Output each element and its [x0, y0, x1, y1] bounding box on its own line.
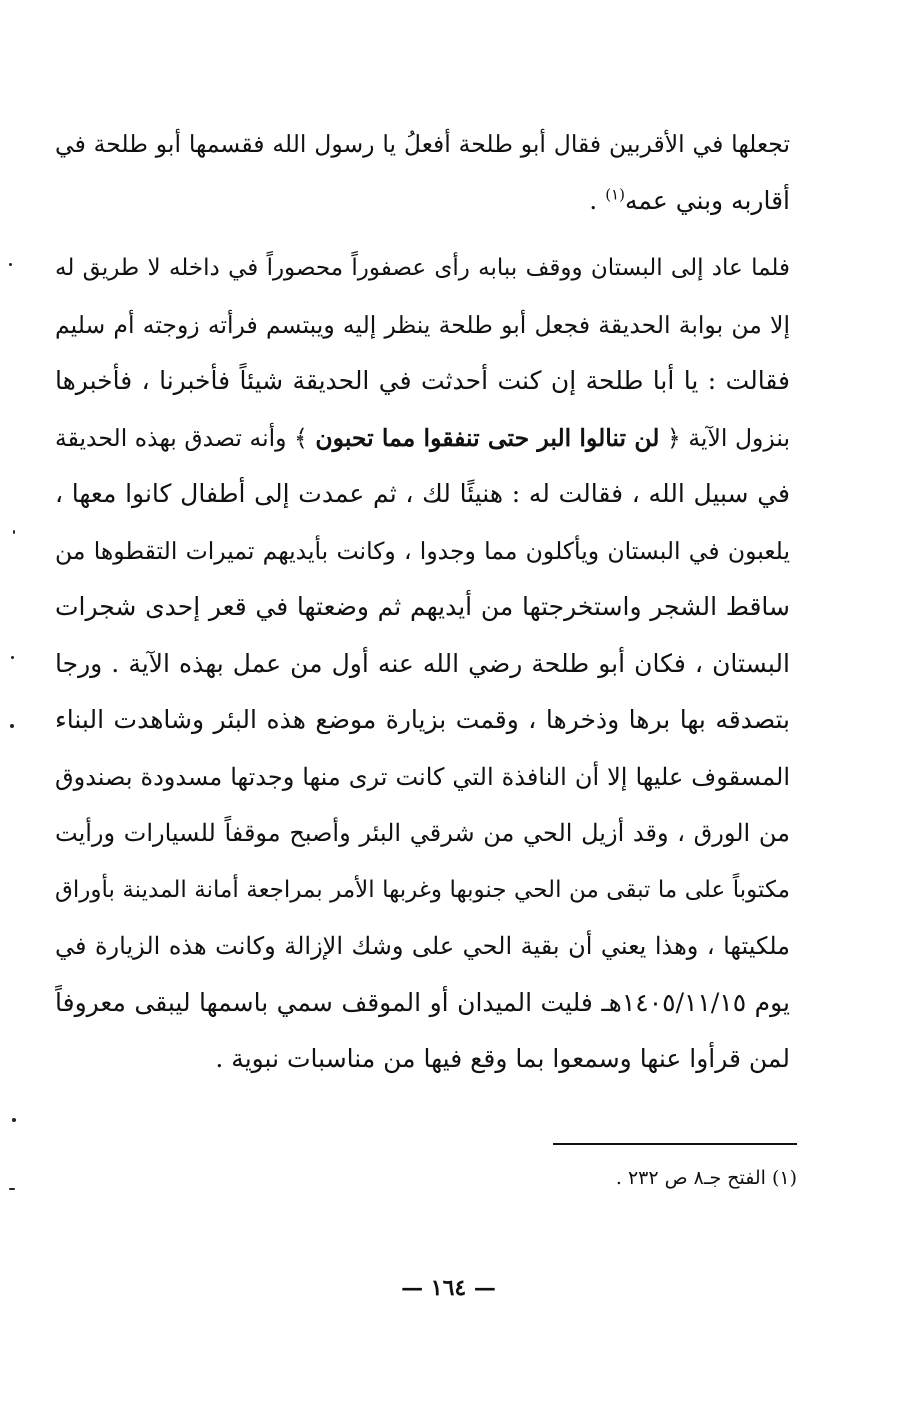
scan-speck: [12, 1118, 16, 1122]
footnote: (١) الفتح جـ٨ ص ٢٣٢ .: [615, 1167, 797, 1189]
paragraph-2-line-13: ملكيتها ، وهذا يعني أن بقية الحي على وشك الإزالة وكانت هذه الزيارة في: [55, 932, 790, 960]
paragraph-1-line-2: [55, 173, 790, 230]
paragraph-2-line-14: يوم ١٤٠٥/١١/١٥هـ فليت الميدان أو الموقف سمي باسمها ليبقى معروفاً: [55, 987, 790, 1017]
paragraph-1-line-2-end: .: [589, 185, 606, 215]
scan-speck: [9, 263, 12, 266]
scan-speck: [11, 656, 14, 659]
paragraph-1-line-1: تجعلها في الأقربين فقال أبو طلحة أفعلُ يا رسول الله فقسمها أبو طلحة في: [55, 130, 790, 158]
quran-verse: لن تنالوا البر حتى تنفقوا مما تحبون: [315, 423, 660, 452]
paragraph-2-line-8: البستان ، فكان أبو طلحة رضي الله عنه أول من عمل بهذه الآية . ورجا: [55, 648, 790, 678]
paragraph-2-line-6: يلعبون في البستان ويأكلون مما وجدوا ، وكانت بأيديهم تميرات التقطوها من: [55, 536, 790, 565]
paragraph-1-line-2-text: أقاربه وبني عمه: [624, 185, 790, 215]
paragraph-1: [55, 116, 790, 229]
paragraph-2-line-11: من الورق ، وقد أزيل الحي من شرقي البئر وأصبح موقفاً للسيارات ورأيت: [55, 819, 790, 847]
paragraph-2: [55, 240, 790, 1088]
paragraph-2-line-10: المسقوف عليها إلا أن النافذة التي كانت ترى منها وجدتها مسدودة بصندوق: [55, 762, 790, 791]
paragraph-2-line-9: بتصدقه بها برها وذخرها ، وقمت بزيارة موضع هذه البئر وشاهدت البناء: [55, 705, 790, 734]
paragraph-2-line-2: إلا من بوابة الحديقة فجعل أبو طلحة ينظر إليه ويبتسم فرأته زوجته أم سليم: [55, 310, 790, 339]
scan-speck: [10, 724, 14, 728]
paragraph-2-line-15: لمن قرأوا عنها وسمعوا بما وقع فيها من مناسبات نبوية .: [215, 1044, 790, 1073]
paragraph-2-line-1: فلما عاد إلى البستان ووقف ببابه رأى عصفوراً محصوراً في داخله لا طريق له: [55, 255, 790, 281]
paragraph-2-line-7: ساقط الشجر واستخرجتها من أيديهم ثم وضعتها في قعر إحدى شجرات: [55, 592, 790, 621]
quran-close-bracket: ﴾ وأنه تصدق بهذه الحديقة: [55, 423, 316, 452]
scan-speck: [13, 530, 15, 534]
paragraph-2-line-4: [55, 410, 790, 467]
footnote-divider: [553, 1143, 797, 1145]
paragraph-2-line-3: فقالت : يا أبا طلحة إن كنت أحدثت في الحديقة شيئاً فأخبرنا ، فأخبرها: [55, 366, 790, 395]
scan-speck: [9, 1188, 15, 1190]
quran-open-bracket: بنزول الآية ﴿: [659, 423, 790, 452]
paragraph-2-line-12: مكتوباً على ما تبقى من الحي جنوبها وغربها الأمر بمراجعة أمانة المدينة بأوراق: [55, 876, 790, 903]
footnote-reference: (١): [605, 185, 625, 204]
page-number: — ١٦٤ —: [401, 1275, 496, 1301]
paragraph-2-line-5: في سبيل الله ، فقالت له : هنيئًا لك ، ثم عمدت إلى أطفال كانوا معها ،: [55, 479, 790, 508]
